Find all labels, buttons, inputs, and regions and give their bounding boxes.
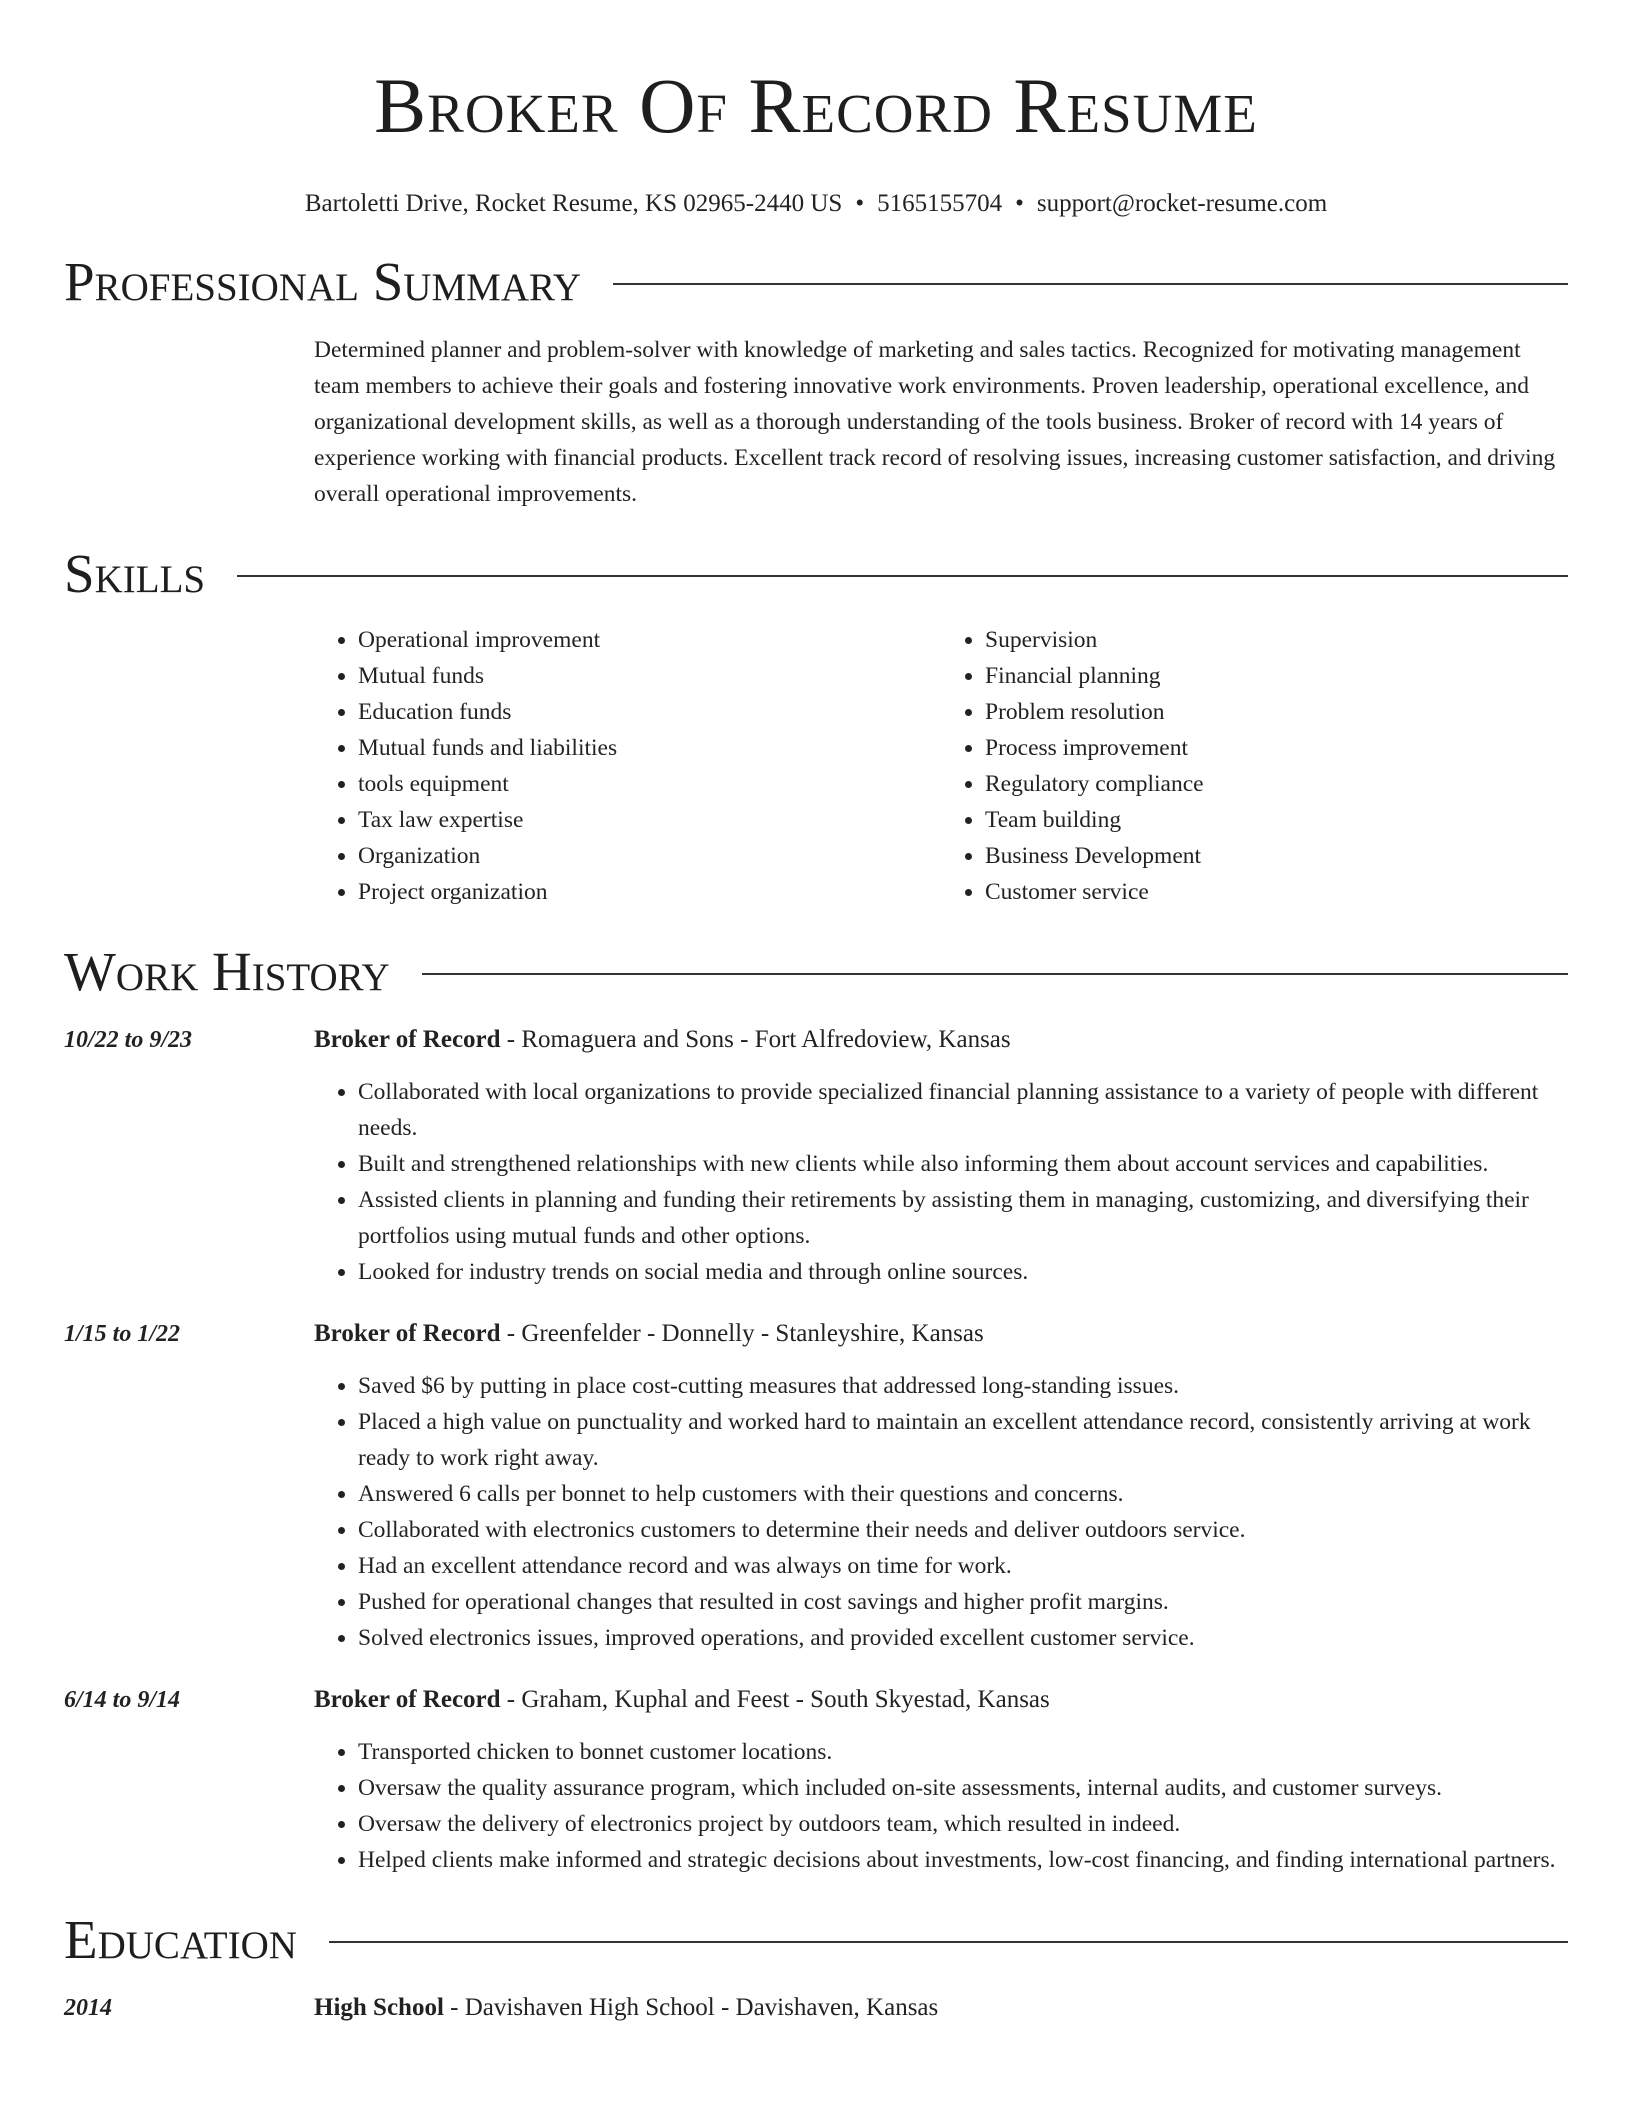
education-degree: High School [314,1994,444,2021]
education-year: 2014 [64,1995,112,2021]
job-bullet: • Collaborated with local organizations to provide specialized financial planning assistance to a variety of people with different needs. [358,1074,1568,1146]
job-details [314,1316,1568,1656]
summary-text: Determined planner and problem-solver with knowledge of marketing and sales tactics. Recognized for motivating management team members to achieve their goals and fostering innovative work environments. Proven leadership, operational excellence, and organizational development skills, as well as a thorough understanding of the tools business. Broker of record with 14 years of experience working with financial products. Excellent track record of resolving issues, increasing customer satisfaction, and driving overall operational improvements. [314,337,1556,507]
contact-separator: • [1015,190,1024,217]
skills-heading: Skills [64,543,206,604]
skill-item: • Tax law expertise [358,802,941,838]
job-dates: 1/15 to 1/22 [64,1321,181,1347]
contact-email[interactable]: support@rocket-resume.com [1036,190,1328,217]
work-section-header [64,940,1568,1004]
job-bullet: • Collaborated with electronics customers to determine their needs and deliver outdoors service. [358,1512,1568,1548]
skill-item: • Customer service [985,874,1568,910]
skill-item: • Supervision [985,622,1568,658]
job-bullets [314,1368,1568,1656]
job-employer: - Greenfelder - Donnelly - Stanleyshire, Kansas [500,1320,984,1347]
job-bullets [314,1074,1568,1290]
job-entry [64,1316,1568,1656]
skill-item: • Mutual funds [358,658,941,694]
summary-section-header [64,250,1568,314]
section-divider [422,973,1568,975]
job-entry [64,1022,1568,1290]
job-bullet: • Oversaw the quality assurance program, which included on-site assessments, internal audits, and customer surveys. [358,1770,1568,1806]
skill-item: • Organization [358,838,941,874]
job-bullet: • Answered 6 calls per bonnet to help customers with their questions and concerns. [358,1476,1568,1512]
job-title: Broker of Record [314,1320,501,1347]
section-divider [329,1941,1568,1943]
summary-heading: Professional Summary [64,251,582,312]
job-bullet: • Had an excellent attendance record and was always on time for work. [358,1548,1568,1584]
skill-item: • Process improvement [985,730,1568,766]
work-heading: Work History [64,941,390,1002]
skill-item: • tools equipment [358,766,941,802]
skills-list [314,622,1568,910]
job-bullet: • Transported chicken to bonnet customer locations. [358,1734,1568,1770]
skill-item: • Team building [985,802,1568,838]
job-title: Broker of Record [314,1686,501,1713]
contact-line [64,188,1568,220]
contact-separator: • [855,190,865,217]
job-bullet: • Oversaw the delivery of electronics project by outdoors team, which resulted in indeed. [358,1806,1568,1842]
job-bullet: • Assisted clients in planning and funding their retirements by assisting them in managing, customizing, and diversifying their portfolios using mutual funds and other options. [358,1182,1568,1254]
skills-column-left [314,622,941,910]
job-dates: 10/22 to 9/23 [64,1027,193,1053]
job-bullet: • Helped clients make informed and strategic decisions about investments, low-cost financing, and finding international partners. [358,1842,1568,1878]
skill-item: • Problem resolution [985,694,1568,730]
education-heading: Education [64,1909,297,1970]
section-divider [237,575,1568,577]
job-header [314,1682,1568,1718]
job-bullets [314,1734,1568,1878]
job-bullet: • Placed a high value on punctuality and worked hard to maintain an excellent attendance record, consistently arriving at work ready to work right away. [358,1404,1568,1476]
education-header [314,1990,938,2026]
job-details [314,1022,1568,1290]
education-school: - Davishaven High School - Davishaven, Kansas [443,1994,939,2021]
education-entry [64,1990,1568,2026]
job-bullet: • Built and strengthened relationships with new clients while also informing them about account services and capabilities. [358,1146,1568,1182]
job-entry [64,1682,1568,1878]
job-bullet: • Solved electronics issues, improved operations, and provided excellent customer service. [358,1620,1568,1656]
job-details [314,1682,1568,1878]
skill-item: • Education funds [358,694,941,730]
skill-item: • Project organization [358,874,941,910]
job-bullet: • Looked for industry trends on social media and through online sources. [358,1254,1568,1290]
contact-address: Bartoletti Drive, Rocket Resume, KS 02965-2440 US [304,190,843,217]
education-section-header [64,1908,1568,1972]
skill-item: • Mutual funds and liabilities [358,730,941,766]
skill-item: • Business Development [985,838,1568,874]
job-bullet: • Pushed for operational changes that resulted in cost savings and higher profit margins. [358,1584,1568,1620]
contact-phone: 5165155704 [877,190,1003,217]
resume-title: Broker Of Record Resume [374,62,1258,149]
job-employer: - Graham, Kuphal and Feest - South Skyestad, Kansas [500,1686,1050,1713]
section-divider [613,283,1568,285]
job-bullet: • Saved $6 by putting in place cost-cutting measures that addressed long-standing issues. [358,1368,1568,1404]
job-dates: 6/14 to 9/14 [64,1687,181,1713]
job-header [314,1022,1568,1058]
skill-item: • Operational improvement [358,622,941,658]
job-employer: - Romaguera and Sons - Fort Alfredoview, Kansas [500,1026,1011,1053]
skills-section-header [64,542,1568,606]
skill-item: • Financial planning [985,658,1568,694]
job-title: Broker of Record [314,1026,501,1053]
skill-item: • Regulatory compliance [985,766,1568,802]
skills-column-right [941,622,1568,910]
job-header [314,1316,1568,1352]
